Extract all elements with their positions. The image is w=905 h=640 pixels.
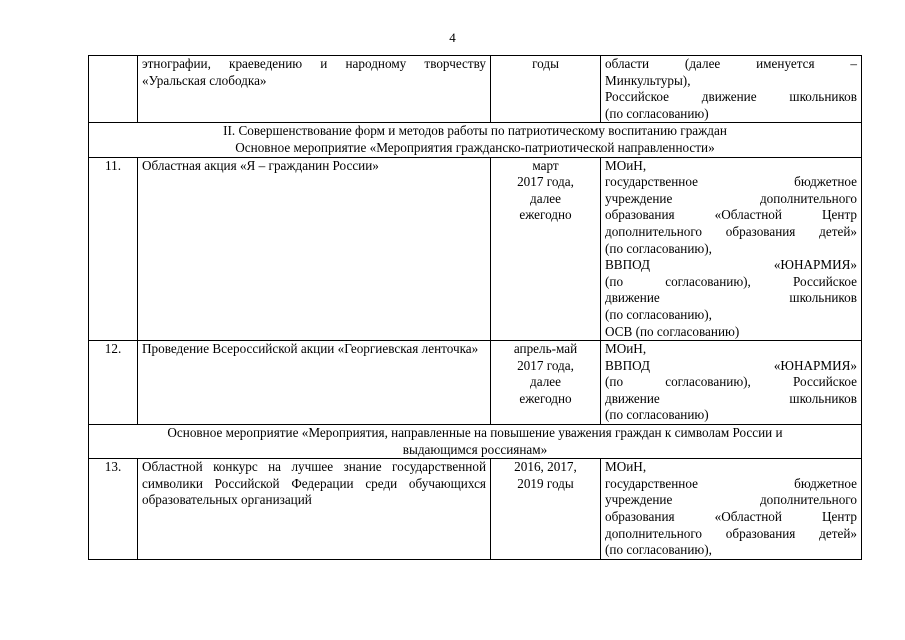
executor-line: государственное бюджетное — [605, 475, 857, 491]
executor-line: (по согласованию), Российское — [605, 374, 857, 390]
executor-line: учреждение дополнительного — [605, 190, 857, 206]
term-line: 2019 годы — [517, 475, 574, 491]
executor-line: дополнительного образования детей» — [605, 525, 857, 541]
executor-line: (по согласованию) — [605, 407, 709, 423]
executor-line: образования «Областной Центр — [605, 509, 857, 525]
executor-line: учреждение дополнительного — [605, 492, 857, 508]
executor-line: МОиН, — [605, 459, 647, 475]
term-line: 2017 года, — [517, 357, 574, 373]
executor-line: (по согласованию) — [605, 105, 709, 121]
executor-line: МОиН, — [605, 157, 647, 173]
item-number — [89, 56, 138, 123]
term-line: апрель-май — [513, 341, 578, 357]
table-row — [89, 341, 862, 425]
item-number: 12. — [89, 341, 138, 425]
item-term — [491, 341, 601, 425]
activities-table — [88, 55, 862, 560]
term-line: ежегодно — [519, 207, 572, 223]
item-name: Областная акция «Я – гражданин России» — [138, 157, 491, 341]
term-line: годы — [532, 56, 559, 71]
section-header — [89, 123, 862, 157]
term-line: далее — [530, 190, 561, 206]
executor-line: (по согласованию), — [605, 306, 712, 322]
executor-line: дополнительного образования детей» — [605, 223, 857, 239]
section-header-row — [89, 123, 862, 157]
item-executors — [601, 341, 862, 425]
section-header-line: Основное мероприятие «Мероприятия, направленные на повышение уважения граждан к символам России и — [167, 425, 783, 441]
executor-line: Минкультуры), — [605, 72, 691, 88]
item-term — [491, 459, 601, 560]
item-name: Проведение Всероссийской акции «Георгиевская ленточка» — [138, 341, 491, 425]
executor-line: (по согласованию), — [605, 542, 712, 558]
executor-line: МОиН, — [605, 341, 647, 357]
section-header — [89, 425, 862, 459]
executor-line: ВВПОД «ЮНАРМИЯ» — [605, 257, 857, 273]
executor-line: движение школьников — [605, 290, 857, 306]
executor-line: (по согласованию), Российское — [605, 273, 857, 289]
item-executors — [601, 459, 862, 560]
term-line: далее — [530, 374, 561, 390]
section-header-row — [89, 425, 862, 459]
table-row — [89, 56, 862, 123]
executor-line: Российское движение школьников — [605, 89, 857, 105]
item-executors — [601, 56, 862, 123]
section-header-line: II. Совершенствование форм и методов работы по патриотическому воспитанию граждан — [223, 123, 727, 139]
executor-line: государственное бюджетное — [605, 174, 857, 190]
table-row — [89, 157, 862, 341]
page-number: 4 — [449, 30, 456, 45]
executor-line: области (далее именуется – — [605, 56, 857, 71]
executor-line: ОСВ (по согласованию) — [605, 323, 740, 339]
executor-line: (по согласованию), — [605, 240, 712, 256]
executor-line: ВВПОД «ЮНАРМИЯ» — [605, 357, 857, 373]
term-line: 2017 года, — [517, 174, 574, 190]
term-line: 2016, 2017, — [514, 459, 577, 475]
item-name: Областной конкурс на лучшее знание государственной символики Российской Федерации среди обучающихся образовательных организаций — [138, 459, 491, 560]
executor-line: образования «Областной Центр — [605, 207, 857, 223]
item-executors — [601, 157, 862, 341]
term-line: ежегодно — [519, 390, 572, 406]
executor-line: движение школьников — [605, 390, 857, 406]
item-name: этнографии, краеведению и народному творчеству «Уральская слободка» — [138, 56, 491, 123]
term-line: март — [532, 157, 559, 173]
item-term — [491, 56, 601, 123]
table-row — [89, 459, 862, 560]
item-number: 11. — [89, 157, 138, 341]
section-header-line: выдающимся россиянам» — [402, 441, 548, 457]
item-term — [491, 157, 601, 341]
item-number: 13. — [89, 459, 138, 560]
section-header-line: Основное мероприятие «Мероприятия гражданско-патриотической направленности» — [235, 139, 715, 155]
